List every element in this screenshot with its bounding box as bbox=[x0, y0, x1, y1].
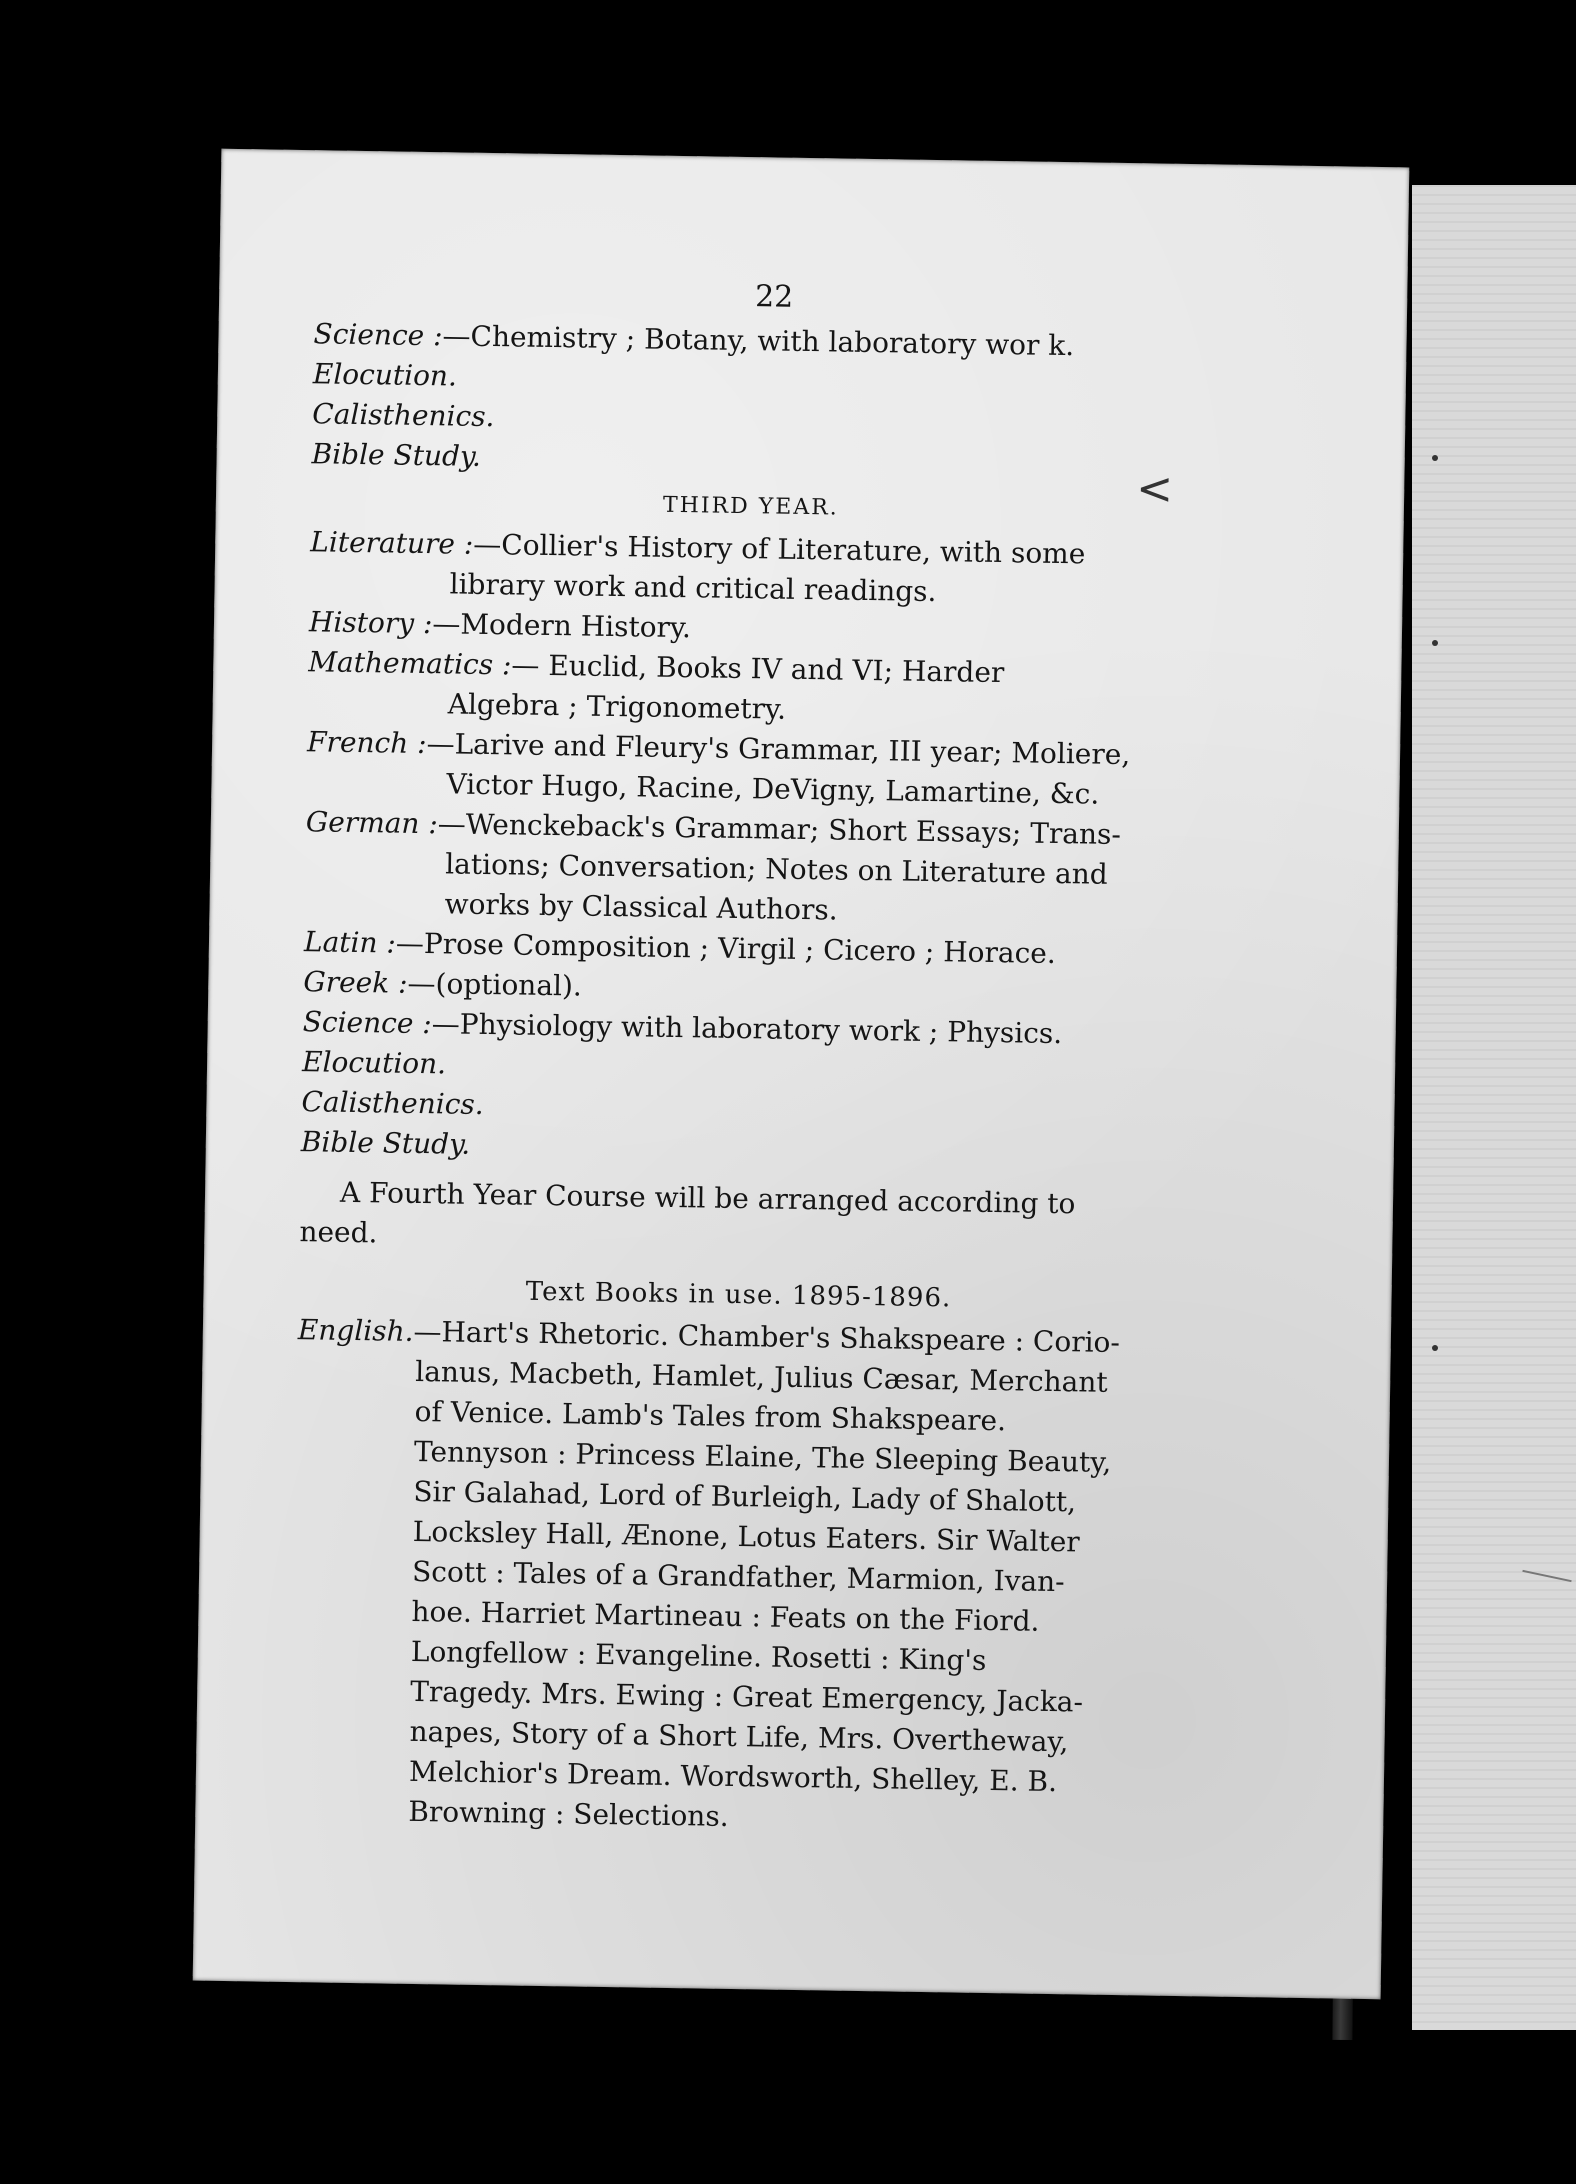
english-line-continued: napes, Story of a Short Life, Mrs. Overtheway, bbox=[409, 1714, 1069, 1759]
subject-label: Bible Study. bbox=[311, 437, 482, 473]
subject-label: Science : bbox=[302, 1005, 433, 1041]
facing-page-edge bbox=[1412, 185, 1576, 2030]
english-line-continued: of Venice. Lamb's Tales from Shakspeare. bbox=[414, 1394, 1007, 1438]
english-line-continued: Locksley Hall, Ænone, Lotus Eaters. Sir Walter bbox=[412, 1514, 1080, 1559]
subject-text: —Chemistry ; Botany, with laboratory wor k. bbox=[442, 319, 1075, 363]
course-line-continued: lations; Conversation; Notes on Literature and bbox=[444, 847, 1108, 891]
subject-label: Mathematics : bbox=[308, 645, 512, 682]
subject-label: Literature : bbox=[310, 525, 474, 561]
english-text-books bbox=[290, 1310, 1178, 1844]
subject-label: Bible Study. bbox=[300, 1125, 471, 1161]
english-line-continued: hoe. Harriet Martineau : Feats on the Fiord. bbox=[411, 1594, 1040, 1638]
page-number: 22 bbox=[754, 279, 794, 315]
subject-label: Latin : bbox=[303, 925, 397, 960]
english-line-continued: Tragedy. Mrs. Ewing : Great Emergency, Jacka- bbox=[409, 1674, 1084, 1719]
subject-text: —Modern History. bbox=[432, 607, 692, 645]
subject-text: —(optional). bbox=[407, 966, 583, 1003]
course-line-continued: works by Classical Authors. bbox=[444, 887, 838, 927]
english-text: —Hart's Rhetoric. Chamber's Shakspeare : Corio- bbox=[413, 1314, 1121, 1360]
fourth-year-note-line: A Fourth Year Course will be arranged according to bbox=[339, 1175, 1076, 1221]
english-line-continued: Melchior's Dream. Wordsworth, Shelley, E. B. bbox=[408, 1754, 1058, 1799]
subject-label: History : bbox=[308, 605, 433, 641]
english-line-continued: Browning : Selections. bbox=[408, 1794, 729, 1833]
subject-label: Calisthenics. bbox=[312, 397, 495, 434]
facing-page-speck bbox=[1432, 455, 1438, 461]
facing-page-speck bbox=[1432, 640, 1438, 646]
facing-page-speck bbox=[1432, 1345, 1438, 1351]
english-label: English. bbox=[297, 1313, 414, 1348]
course-line-continued: Victor Hugo, Racine, DeVigny, Lamartine, &c. bbox=[446, 767, 1100, 811]
third-year-courses bbox=[301, 522, 1191, 1176]
subject-text: —Physiology with laboratory work ; Physics. bbox=[431, 1007, 1063, 1051]
fourth-year-note bbox=[299, 1172, 1180, 1266]
subject-label: Calisthenics. bbox=[301, 1085, 484, 1122]
subject-text: —Larive and Fleury's Grammar, III year; Moliere, bbox=[426, 727, 1131, 772]
page-text bbox=[290, 270, 1194, 1844]
subject-text: —Wenckeback's Grammar; Short Essays; Trans- bbox=[437, 807, 1122, 851]
text-books-heading: Text Books in use. 1895-1896. bbox=[525, 1276, 952, 1314]
subject-label: German : bbox=[305, 805, 439, 841]
subject-label: French : bbox=[306, 725, 427, 761]
subject-label: Greek : bbox=[303, 965, 408, 1000]
english-line-continued: Sir Galahad, Lord of Burleigh, Lady of Shalott, bbox=[413, 1474, 1077, 1519]
book-page bbox=[193, 149, 1410, 1999]
english-line-continued: Longfellow : Evangeline. Rosetti : King's bbox=[410, 1634, 987, 1677]
course-line-continued: library work and critical readings. bbox=[449, 567, 937, 609]
subject-text: —Collier's History of Literature, with some bbox=[473, 527, 1086, 571]
subject-text: —Prose Composition ; Virgil ; Cicero ; Horace. bbox=[395, 926, 1057, 970]
english-line-continued: lanus, Macbeth, Hamlet, Julius Cæsar, Merchant bbox=[415, 1354, 1108, 1399]
course-line-continued: Algebra ; Trigonometry. bbox=[447, 687, 787, 726]
english-line-continued: Tennyson : Princess Elaine, The Sleeping Beauty, bbox=[413, 1434, 1112, 1479]
third-year-heading: THIRD YEAR. bbox=[662, 492, 839, 521]
second-year-continued bbox=[311, 314, 1193, 488]
subject-label: Science : bbox=[313, 317, 443, 353]
english-line-continued: Scott : Tales of a Grandfather, Marmion, Ivan- bbox=[411, 1554, 1065, 1599]
subject-text: — Euclid, Books IV and VI; Harder bbox=[511, 648, 1005, 690]
subject-label: Elocution. bbox=[312, 357, 458, 393]
margin-mark: < bbox=[1135, 463, 1174, 515]
subject-label: Elocution. bbox=[301, 1045, 447, 1081]
facing-page-scratch bbox=[1522, 1570, 1571, 1582]
fourth-year-note-line: need. bbox=[299, 1215, 378, 1250]
